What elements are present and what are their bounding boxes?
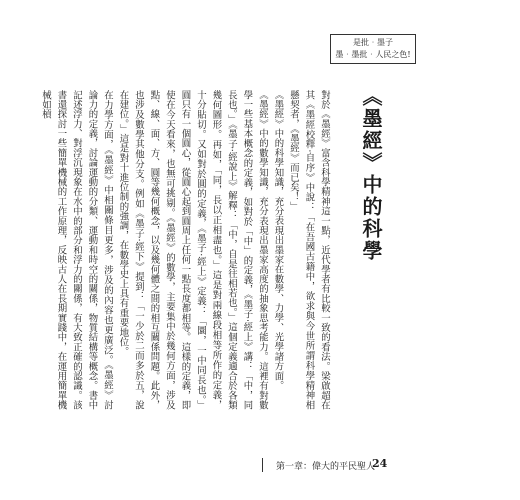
- footer-divider: [262, 458, 263, 472]
- paragraph-4: 在力學方面，《墨經》中相關條目更多，涉及的內容也更廣泛。《墨經》討論力的定義，討論運動的分類、運動和時空的關係，物質結構等概念。書中記述浮力、對浮沉現象在水中的部分和浮力的關係，有大致正確的認識。該書還探討一些簡單機械的工作原理，反映古人在長期實踐中，在運用簡單機械如槓: [40, 90, 113, 410]
- running-header-line2: 墨‧墨批‧人民之色!: [335, 50, 411, 59]
- paragraph-3: 《墨經》中的數學知識，充分表現出墨家高度的抽象思考能力。這裡有對數學一些基本概念的定義，如對於「中」的定義，《墨子‧經上》講：「中，同長也。」《墨子‧經說上》解釋：「中，自是往相若也。」這個定義適合於各類幾何圖形。再如，「同，長以正相盡也。」這是對兩線段相等所作的定義，十分貼切。又如對於圓的定義，《墨子‧經上》定義：「圜，一中同長也。」圓只有一個圓心，從圓心起到圓周上任何一點長度都相等。這樣的定義，即使在今天看來，也無可挑剔。《墨經》的數學，主要集中於幾何方面，涉及點、線、面、方、圓等幾何概念，以及幾何體之間的相互關係問題。此外，也涉及數學其他分支。例如《墨子‧經下》提到：「一少於二而多於五，說在建位。」這是對十進位制的強調，在數學史上具有重要地位。: [117, 90, 268, 410]
- footer-chapter-title: 第一章：偉大的平民聖人: [276, 462, 376, 472]
- section-title: 《墨經》中的科學: [359, 86, 383, 262]
- paragraph-2: 《墨經》中的科學知識，充分表現出墨家在數學、力學、光學諸方面。: [272, 90, 284, 391]
- running-header-box: [330, 34, 416, 64]
- running-header-line1: 是批‧墨子: [353, 38, 393, 47]
- page-number: 24: [372, 457, 388, 470]
- body-text: [32, 90, 332, 410]
- paragraph-1: 對於《墨經》富含科學精神這一點，近代學者有比較一致的看法。梁啟超在其《墨經校釋‧自序》中說：「在吾國古籍中，欲求與今世所謂科學精神相懸契者，《墨經》而已矣！」: [288, 90, 330, 410]
